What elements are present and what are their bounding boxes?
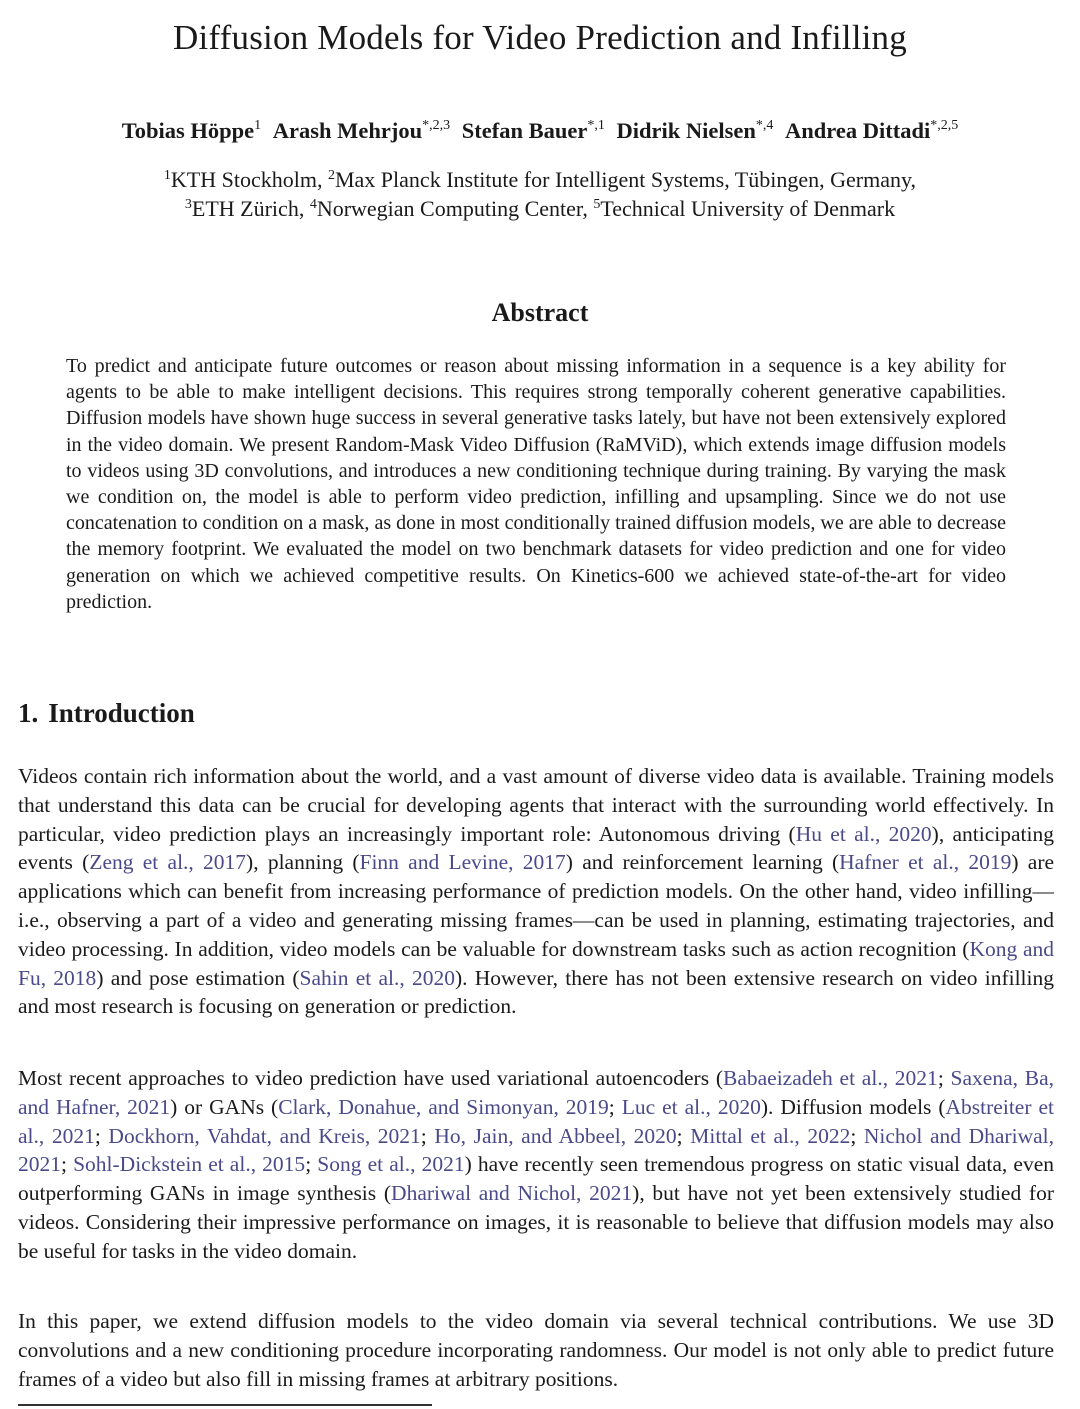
paragraph-text: ; [676,1123,691,1148]
citation-link[interactable]: Kong and Fu, 2018 [18,936,1055,990]
affiliations-line-1 [0,167,1080,193]
citation-link[interactable]: Dockhorn, Vahdat, and Kreis, 2021 [108,1123,421,1148]
author-name: Stefan Bauer [461,118,588,143]
intro-paragraph-1 [18,762,1054,1021]
paragraph-text: ; [61,1152,74,1177]
intro-paragraph-3 [18,1307,1054,1393]
citation-link[interactable]: Hu et al., 2020 [795,821,932,846]
citation-link[interactable]: Luc et al., 2020 [621,1094,761,1119]
citation-link[interactable]: Hafner et al., 2019 [839,850,1012,875]
citation-link[interactable]: Finn and Levine, 2017 [359,850,566,875]
paragraph-text: ; [850,1123,864,1148]
affiliation-number: 5 [593,197,601,212]
section-heading-introduction [18,698,195,729]
affiliation-name: Technical University of Denmark [600,196,896,221]
affiliation-name: ETH Zürich, [191,196,310,221]
paragraph-text: In this paper, we extend diffusion models to the video domain via several technical contributions. We use 3D convolutions and a new conditioning procedure incorporating randomness. Our model is not only able to predict future frames of a video but also fill in missing frames at arbitrary positions. [18,1309,1054,1391]
citation-link[interactable]: Song et al., 2021 [317,1152,465,1177]
paragraph-text: Most recent approaches to video prediction have used variational autoencoders ( [18,1066,723,1090]
author-marks: *,4 [755,118,774,133]
paragraph-text: ) or GANs ( [170,1094,279,1119]
paragraph-text: ), planning ( [246,850,360,875]
author-name: Tobias Höppe [121,118,255,143]
citation-link[interactable]: Ho, Jain, and Abbeel, 2020 [434,1123,677,1148]
paragraph-text: ), anticipating events ( [18,821,1054,875]
paragraph-text: ). However, there has not been extensive research on video infilling and most research is focusing on generation or prediction. [18,965,1054,1019]
author [785,118,958,143]
citation-link[interactable]: Abstreiter et al., 2021 [18,1094,1054,1148]
citation-link[interactable]: Clark, Donahue, and Simonyan, 2019 [278,1094,609,1119]
author-marks: *,2,5 [930,118,959,133]
paragraph-text: ) have recently seen tremendous progress on static visual data, even outperforming GANs in image synthesis ( [18,1152,1054,1206]
citation-link[interactable]: Saxena, Ba, and Hafner, 2021 [18,1066,1054,1119]
author [616,118,773,143]
paper-title: Diffusion Models for Video Prediction and Infilling [173,18,907,57]
section-title: Introduction [48,698,195,728]
author-marks: *,2,3 [422,118,451,133]
intro-paragraph-2 [18,1064,1054,1266]
author-list [0,118,1080,144]
author [122,118,261,143]
affiliation-name: Max Planck Institute for Intelligent Systems, Tübingen, Germany, [334,167,917,192]
citation-link[interactable]: Dhariwal and Nichol, 2021 [391,1181,633,1206]
affiliations-line-2 [0,196,1080,222]
citation-link[interactable]: Nichol and Dhariwal, 2021 [18,1123,1054,1177]
citation-link[interactable]: Mittal et al., 2022 [690,1123,851,1148]
paragraph-text: ; [94,1123,109,1148]
affiliation-number: 4 [309,197,317,212]
author-name: Andrea Dittadi [785,118,931,143]
affiliation-name: Norwegian Computing Center, [316,196,594,221]
section-number: 1. [18,698,39,728]
paragraph-text: ; [305,1152,318,1177]
author [273,118,450,143]
author-name: Didrik Nielsen [616,118,756,143]
citation-link[interactable]: Sohl-Dickstein et al., 2015 [73,1152,306,1177]
paragraph-text: ; [937,1066,951,1090]
paragraph-text: ; [608,1094,622,1119]
author-marks: *,1 [587,118,605,133]
affiliation-number: 2 [327,168,335,183]
paragraph-text: Videos contain rich information about the world, and a vast amount of diverse video data is available. Training models that understand this data can be crucial for developing agents that interact with the surrounding world effectively. In particular, video prediction plays an increasingly important role: Autonomous driving ( [18,764,1054,846]
abstract-text: To predict and anticipate future outcomes or reason about missing information in a sequence is a key ability for agents to be able to make intelligent decisions. This requires strong temporally coherent generative capabilities. Diffusion models have shown huge success in several generative tasks lately, but have not been extensively explored in the video domain. We present Random-Mask Video Diffusion (RaMViD), which extends image diffusion models to videos using 3D convolutions, and introduces a new conditioning technique during training. By varying the mask we condition on, the model is able to perform video prediction, infilling and upsampling. Since we do not use concatenation to condition on a mask, as done in most conditionally trained diffusion models, we are able to decrease the memory footprint. We evaluated the model on two benchmark datasets for video prediction and one for video generation on which we achieved competitive results. On Kinetics-600 we achieved state-of-the-art for video prediction. [66,355,1006,613]
citation-link[interactable]: Babaeizadeh et al., 2021 [722,1066,938,1090]
citation-link[interactable]: Sahin et al., 2020 [299,965,455,990]
abstract-heading: Abstract [491,298,589,327]
paragraph-text: ) are applications which can benefit from increasing performance of prediction models. On the other hand, video infilling—i.e., observing a part of a video and generating missing frames—can be used in planning, estimating trajectories, and video processing. In addition, video models can be valuable for downstream tasks such as action recognition ( [18,850,1055,961]
paragraph-text: ; [420,1123,435,1148]
paragraph-text: ) and reinforcement learning ( [565,850,840,875]
affiliation-number: 3 [184,197,192,212]
paragraph-text: ). Diffusion models ( [760,1094,946,1119]
author-marks: 1 [254,118,262,133]
paragraph-text: ) and pose estimation ( [96,965,300,990]
author [462,118,605,143]
footnote-divider [18,1404,432,1406]
affiliation-name: KTH Stockholm, [170,167,328,192]
author-name: Arash Mehrjou [272,118,423,143]
citation-link[interactable]: Zeng et al., 2017 [89,850,247,875]
affiliation-number: 1 [163,168,171,183]
paragraph-text: ), but have not yet been extensively studied for videos. Considering their impressive performance on images, it is reasonable to believe that diffusion models may also be useful for tasks in the video domain. [18,1181,1055,1263]
